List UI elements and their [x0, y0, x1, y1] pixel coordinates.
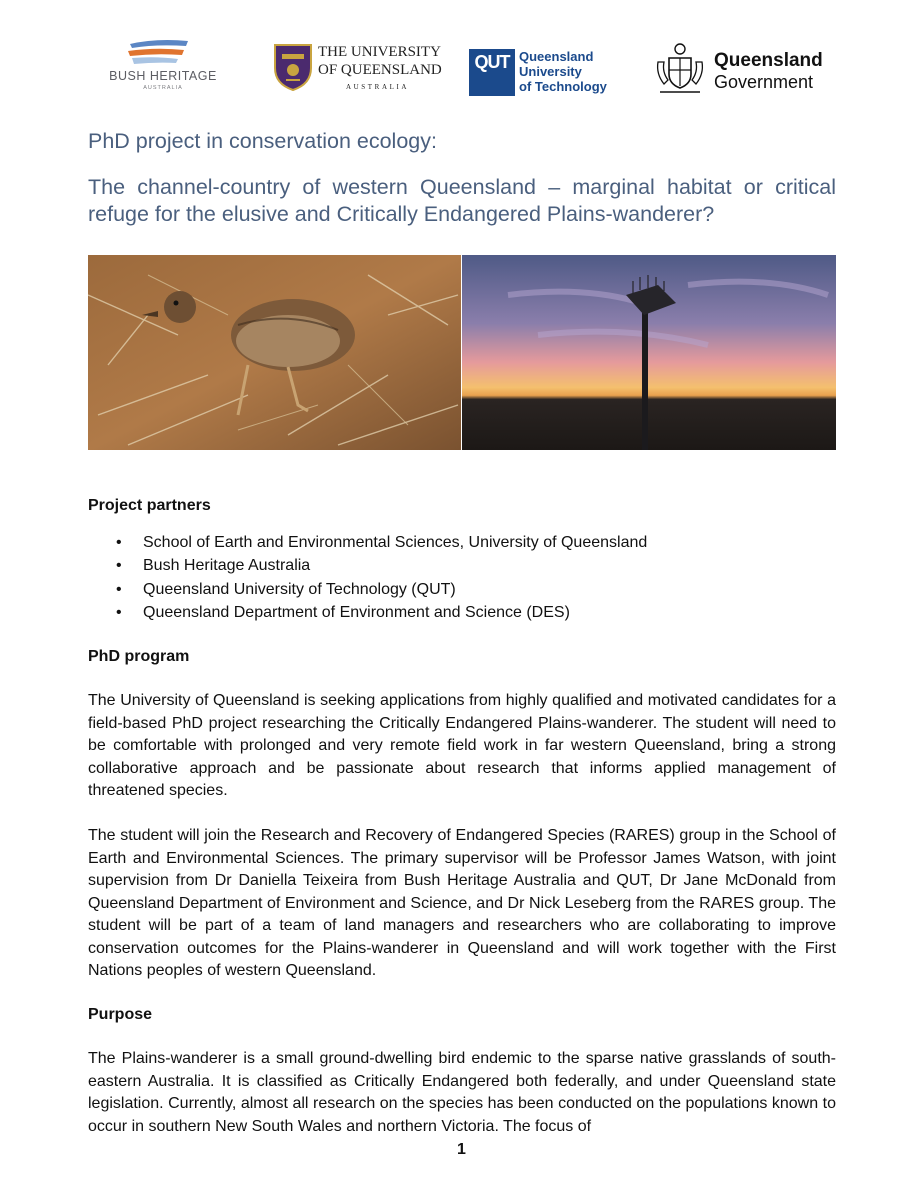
partner-item-label: Bush Heritage Australia: [143, 557, 311, 575]
list-item: [88, 531, 647, 554]
bullet-icon: •: [116, 557, 122, 575]
partners-list: [88, 531, 647, 625]
bush-heritage-name: BUSH HERITAGE: [109, 69, 217, 83]
partner-item-label: School of Earth and Environmental Sciences, University of Queensland: [143, 534, 648, 551]
bush-heritage-swoosh-icon: [126, 38, 190, 66]
bullet-icon: •: [116, 534, 122, 551]
page-number: 1: [457, 1141, 466, 1158]
program-heading: PhD program: [88, 648, 190, 665]
program-paragraph-2: The student will join the Research and Recovery of Endangered Species (RARES) group in the School of Earth and Environmental Sciences. The primary supervisor will be Professor James Watson, with joint supervision from Dr Daniella Teixeira from Bush Heritage Australia and QUT, Dr Jane McDonald from Queensland Department of Environment and Science, and Dr Nick Leseberg from the RARES group. The student will be part of a team of land managers and researchers who are collaborating to improve conservation outcomes for the Plains-wanderer in Queensland and will work together with the First Nations peoples of western Queensland.: [88, 827, 836, 979]
document-kicker: PhD project in conservation ecology:: [88, 129, 437, 153]
qut-logo: [469, 49, 619, 97]
uq-crest-icon: [272, 42, 314, 92]
uq-logo: [272, 42, 442, 100]
partner-item-label: Queensland University of Technology (QUT): [143, 580, 456, 598]
uq-line1: THE UNIVERSITY: [318, 44, 441, 60]
uq-line2: OF QUEENSLAND: [318, 62, 442, 78]
queensland-coat-of-arms-icon: [652, 40, 708, 96]
purpose-heading: Purpose: [88, 1006, 153, 1023]
document-title: The channel-country of western Queensland – marginal habitat or critical refuge for the elusive and Critically Endangered Plains-wanderer?: [88, 175, 836, 226]
partners-heading: Project partners: [88, 497, 211, 514]
partner-item-label: Queensland Department of Environment and Science (DES): [143, 604, 570, 622]
plains-wanderer-photo: [88, 255, 461, 450]
bush-heritage-logo: [96, 36, 230, 98]
qld-gov-line1: Queensland: [714, 50, 823, 71]
uq-line3: AUSTRALIA: [346, 83, 410, 91]
list-item: [88, 554, 647, 577]
program-paragraph-1: The University of Queensland is seeking applications from highly qualified and motivated candidates for a field-based PhD project researching the Critically Endangered Plains-wanderer. The student will need to be comfortable with prolonged and very remote field work in far western Queensland, bring a strong collaborative approach and be passionate about research that informs applied management of threatened species.: [88, 692, 836, 799]
header-photos: [88, 255, 836, 450]
qut-line1: Queensland: [519, 49, 594, 64]
qut-mark: QUT: [469, 49, 515, 96]
qut-line2: University: [519, 64, 582, 79]
list-item: [88, 601, 647, 624]
queensland-government-logo: [652, 40, 822, 98]
list-item: [88, 578, 647, 601]
qut-wordmark: [519, 50, 607, 95]
partner-logo-strip: [0, 36, 923, 106]
photo-pair: [88, 255, 836, 450]
purpose-paragraph-1: The Plains-wanderer is a small ground-dwelling bird endemic to the sparse native grasslands of south-eastern Australia. It is classified as Critically Endangered both federally, and under Queensland state legislation. Currently, almost all research on the species has been conducted on the populations known to occur in southern New South Wales and northern Victoria. The focus of: [88, 1050, 836, 1135]
qut-line3: of Technology: [519, 79, 607, 94]
bullet-icon: •: [116, 604, 122, 622]
monitoring-station-photo: [462, 255, 836, 450]
qld-gov-line2: Government: [714, 72, 814, 92]
bullet-icon: •: [116, 580, 122, 598]
bush-heritage-sub: AUSTRALIA: [143, 85, 183, 91]
